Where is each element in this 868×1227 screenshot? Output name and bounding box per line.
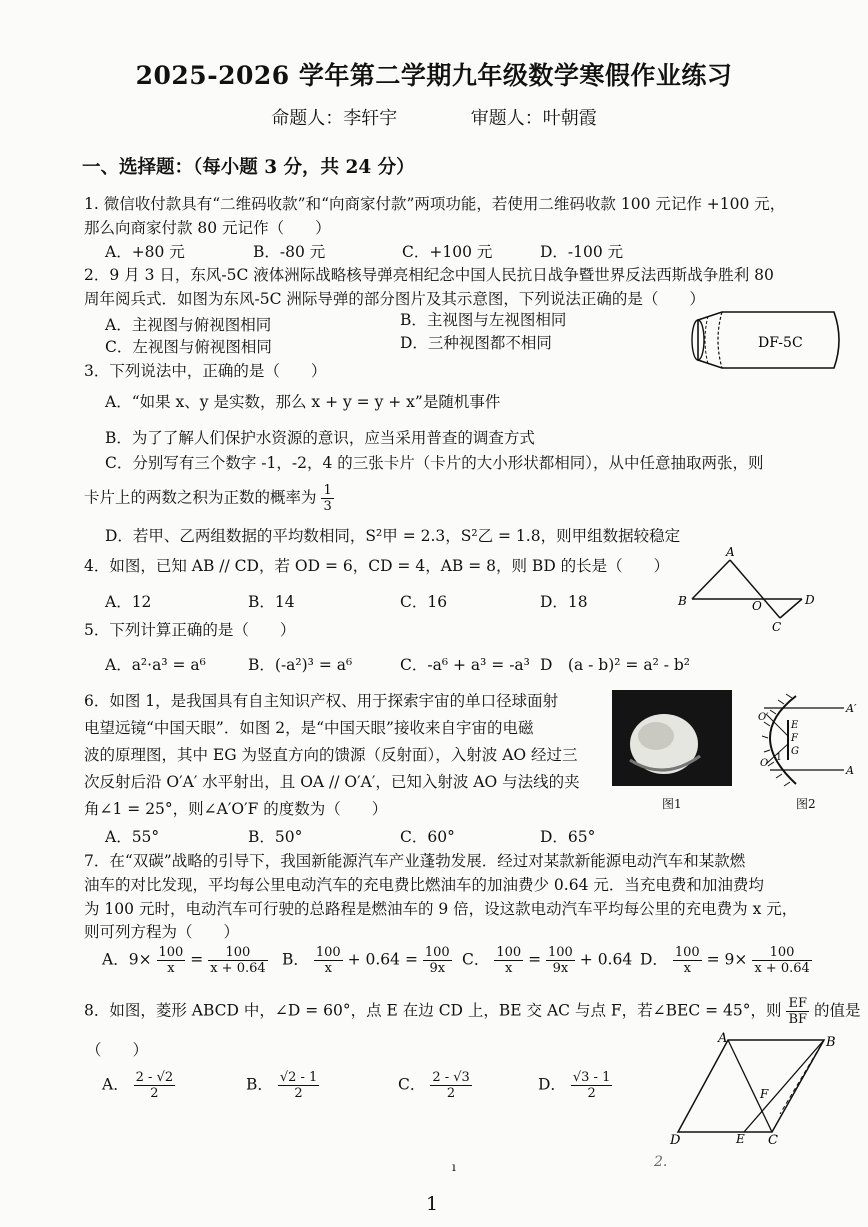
q1-option-c: C．+100 元: [402, 243, 493, 261]
q8-stem-line1: [84, 996, 860, 1027]
section-heading: 一、选择题：（每小题 3 分，共 24 分）: [82, 157, 415, 178]
q7-option-c-frac2: [546, 945, 575, 976]
frac-den: x + 0.64: [210, 961, 266, 976]
frac-den: 2: [446, 1086, 456, 1101]
q1-stem-line1: 1. 微信收付款具有“二维码收款”和“向商家付款”两项功能，若使用二维码收款 100 元记作 +100 元，: [84, 195, 786, 213]
q8-label-d: D: [670, 1133, 681, 1148]
q3-option-c-line1: C．分别写有三个数字 -1，-2，4 的三张卡片（卡片的大小形状都相同），从中任意抽取两张，则: [105, 454, 764, 472]
q8-option-a-frac: [134, 1070, 175, 1101]
q5-stem: 5．下列计算正确的是（ ）: [84, 621, 296, 639]
frac-num: 100: [496, 945, 522, 960]
telescope-photo: [612, 690, 732, 786]
frac-den: 9x: [429, 961, 446, 976]
frac-num: 2 - √3: [432, 1070, 470, 1085]
q7-option-d-mid: = 9×: [706, 950, 748, 969]
q4-option-d: D．18: [540, 593, 588, 611]
q8-option-c-label: C．: [398, 1075, 426, 1094]
q4-label-o: O: [752, 599, 762, 613]
q7-option-c-frac1: [494, 945, 523, 976]
q8-option-b-label: B．: [246, 1075, 273, 1094]
q1-stem-line2: 那么向商家付款 80 元记作（ ）: [84, 219, 331, 237]
frac-den: x: [167, 961, 175, 976]
q8-label-a: A: [718, 1031, 728, 1046]
q4-label-a: A: [726, 545, 735, 559]
q6-option-a: A．55°: [105, 828, 160, 846]
q2-stem-line2: 周年阅兵式．如图为东风-5C 洲际导弹的部分图片及其示意图，下列说法正确的是（ ）: [84, 290, 705, 308]
fig2-label-e: E: [791, 720, 799, 731]
q7-option-d-label: D．: [640, 950, 668, 969]
q3-option-c-line2: [84, 483, 334, 514]
frac-num: 100: [752, 945, 811, 961]
fig1-caption: 图1: [662, 797, 682, 811]
q1-option-a: A．+80 元: [105, 243, 185, 261]
q8-rhombus-figure: [654, 1028, 844, 1173]
q7-option-c-label: C．: [462, 950, 490, 969]
frac-num: √2 - 1: [279, 1070, 318, 1085]
q8-stem-end: 的值是: [813, 1001, 861, 1020]
q8-stem-line2: （ ）: [86, 1041, 149, 1059]
q7-option-b-mid: + 0.64 =: [347, 950, 418, 969]
authors-line: [0, 104, 868, 130]
q1-option-b: B．-80 元: [253, 243, 326, 261]
fig2-label-g: G: [791, 746, 799, 757]
frac-den: x: [324, 961, 332, 976]
q8-ratio-fraction: [786, 996, 809, 1027]
q5-option-c: C．-a⁶ + a³ = -a³: [400, 656, 530, 674]
q7-option-a-frac2: [208, 945, 267, 976]
page-title: 2025-2026 学年第二学期九年级数学寒假作业练习: [135, 61, 733, 90]
q7-option-b-label: B．: [282, 950, 309, 969]
q4-option-c: C．16: [400, 593, 448, 611]
fig2-label-o-prime: O′: [758, 712, 769, 723]
q6-figure2: [736, 688, 860, 792]
q2-stem-line1: 2．9 月 3 日，东风-5C 液体洲际战略核导弹亮相纪念中国人民抗日战争暨世界反法西斯战争胜利 80: [84, 266, 774, 284]
q3-option-c-text: 卡片上的两数之积为正数的概率为: [84, 488, 317, 507]
q4-label-b: B: [678, 594, 687, 608]
q3-option-a: A．“如果 x、y 是实数，那么 x + y = y + x”是随机事件: [105, 393, 501, 411]
frac-num: 100: [548, 945, 573, 960]
reviewer-label: 审题人：叶朝霞: [470, 108, 597, 129]
q8-label-f: F: [760, 1087, 769, 1101]
q6-stem-line4: 次反射后沿 O′A′ 水平射出，且 OA // O′A′，已知入射波 AO 与法线的夹: [84, 773, 580, 791]
q6-stem-line2: 电望远镜“中国天眼”．如图 2，是“中国天眼”接收来自宇宙的电磁: [84, 719, 534, 737]
q7-option-c: [462, 945, 632, 976]
fig2-label-a-prime: A′: [846, 702, 857, 715]
q5-option-a: A．a²·a³ = a⁶: [105, 656, 206, 674]
frac-num: 100: [674, 945, 700, 960]
frac-den: x: [505, 961, 513, 976]
q6-option-c: C．60°: [400, 828, 455, 846]
frac-den: 2: [294, 1086, 303, 1101]
frac-den: BF: [788, 1012, 808, 1027]
q8-label-c: C: [768, 1133, 778, 1148]
q8-option-a: [102, 1070, 175, 1101]
q8-option-b: [246, 1070, 319, 1101]
frac-num: 2 - √2: [135, 1070, 174, 1085]
q6-stem-line3: 波的原理图，其中 EG 为竖直方向的馈源（反射面），入射波 AO 经过三: [84, 746, 578, 764]
q7-stem-line3: 为 100 元时，电动汽车可行驶的总路程是燃油车的 9 倍，设这款电动汽车平均每公里的充电费为 x 元，: [84, 900, 798, 918]
q7-stem-line2: 油车的对比发现，平均每公里电动汽车的充电费比燃油车的加油费少 0.64 元．当充电费和加油费均: [84, 876, 764, 894]
q8-option-d: [538, 1070, 612, 1101]
q5-option-b: B．(-a²)³ = a⁶: [248, 656, 353, 674]
q8-option-d-frac: [571, 1070, 612, 1101]
page-number: 1: [426, 1193, 439, 1215]
q4-figure: [672, 542, 822, 634]
fig2-label-o: O: [760, 758, 769, 769]
q3-frac-den: 3: [323, 499, 332, 514]
q3-probability-fraction: [321, 483, 333, 514]
q3-option-d: D．若甲、乙两组数据的平均数相同，S²甲 = 2.3，S²乙 = 1.8，则甲组数据较稳定: [105, 527, 681, 545]
q2-option-a: A．主视图与俯视图相同: [105, 316, 272, 334]
q7-option-b-frac1: [314, 945, 343, 976]
q2-option-c: C．左视图与俯视图相同: [105, 338, 272, 356]
q2-option-d: D．三种视图都不相同: [400, 334, 552, 352]
frac-den: x + 0.64: [754, 961, 810, 976]
frac-num: EF: [786, 996, 809, 1012]
fig2-label-a: A: [846, 764, 854, 777]
q4-option-a: A．12: [105, 593, 152, 611]
setter-label: 命题人：李轩宇: [271, 108, 398, 129]
q7-option-d: [640, 945, 812, 976]
q7-stem-line1: 7．在“双碳”战略的引导下，我国新能源汽车产业蓬勃发展．经过对某款新能源电动汽车和某款燃: [84, 852, 746, 870]
frac-num: 100: [315, 945, 341, 960]
q1-option-d: D．-100 元: [540, 243, 624, 261]
q7-option-b-frac2: [423, 945, 452, 976]
fig2-label-angle-1: 1: [776, 753, 782, 763]
q8-option-c-frac: [430, 1070, 471, 1101]
frac-num: 100: [158, 945, 184, 960]
q7-stem-line4: 则可列方程为（ ）: [84, 923, 240, 941]
frac-num: 100: [424, 945, 450, 960]
q7-option-d-frac1: [673, 945, 702, 976]
q4-label-d: D: [805, 593, 815, 607]
q7-option-c-post: + 0.64: [579, 950, 633, 969]
frac-den: 2: [150, 1086, 159, 1101]
q8-option-a-label: A．: [102, 1075, 129, 1094]
q7-option-b: [282, 945, 452, 976]
q6-option-b: B．50°: [248, 828, 303, 846]
q7-option-a-pre: 9×: [128, 950, 152, 969]
q8-label-b: B: [826, 1035, 836, 1050]
frac-num: 100: [208, 945, 267, 961]
handwritten-mark: 2.: [654, 1154, 668, 1170]
q7-option-d-frac2: [752, 945, 811, 976]
q8-stem-text: 8．如图，菱形 ABCD 中，∠D = 60°，点 E 在边 CD 上，BE 交 AC 与点 F，若∠BEC = 45°，则: [84, 1001, 782, 1020]
q7-option-a-mid: =: [190, 950, 204, 969]
q7-option-a-label: A．: [102, 950, 129, 969]
q7-option-c-mid: =: [528, 950, 542, 969]
q7-option-a: [102, 945, 268, 976]
frac-num: √3 - 1: [572, 1070, 611, 1085]
q6-stem-line5: 角∠1 = 25°，则∠A′O′F 的度数为（ ）: [84, 800, 388, 818]
q6-stem-line1: 6．如图 1，是我国具有自主知识产权、用于探索宇宙的单口径球面射: [84, 692, 559, 710]
q4-stem: 4．如图，已知 AB // CD，若 OD = 6，CD = 4，AB = 8，则 BD 的长是（ ）: [84, 557, 670, 575]
q8-option-d-label: D．: [538, 1075, 566, 1094]
fig2-label-f: F: [791, 733, 798, 744]
missile-figure: [684, 306, 849, 374]
q5-option-d: D (a - b)² = a² - b²: [540, 656, 691, 674]
frac-den: 2: [587, 1086, 596, 1101]
q8-option-b-frac: [278, 1070, 319, 1101]
q3-option-b: B．为了了解人们保护水资源的意识，应当采用普查的调查方式: [105, 429, 535, 447]
q8-option-c: [398, 1070, 472, 1101]
missile-label: DF-5C: [758, 335, 803, 351]
q4-label-c: C: [772, 620, 782, 634]
q7-option-a-frac1: [157, 945, 186, 976]
page-tick: ı: [452, 1160, 456, 1174]
q3-stem: 3．下列说法中，正确的是（ ）: [84, 362, 327, 380]
fig2-caption: 图2: [796, 797, 816, 811]
q2-option-b: B．主视图与左视图相同: [400, 311, 567, 329]
q3-frac-num: 1: [323, 483, 332, 498]
frac-den: 9x: [552, 961, 569, 976]
q6-option-d: D．65°: [540, 828, 596, 846]
q8-label-e: E: [736, 1132, 745, 1146]
q4-option-b: B．14: [248, 593, 295, 611]
frac-den: x: [683, 961, 691, 976]
